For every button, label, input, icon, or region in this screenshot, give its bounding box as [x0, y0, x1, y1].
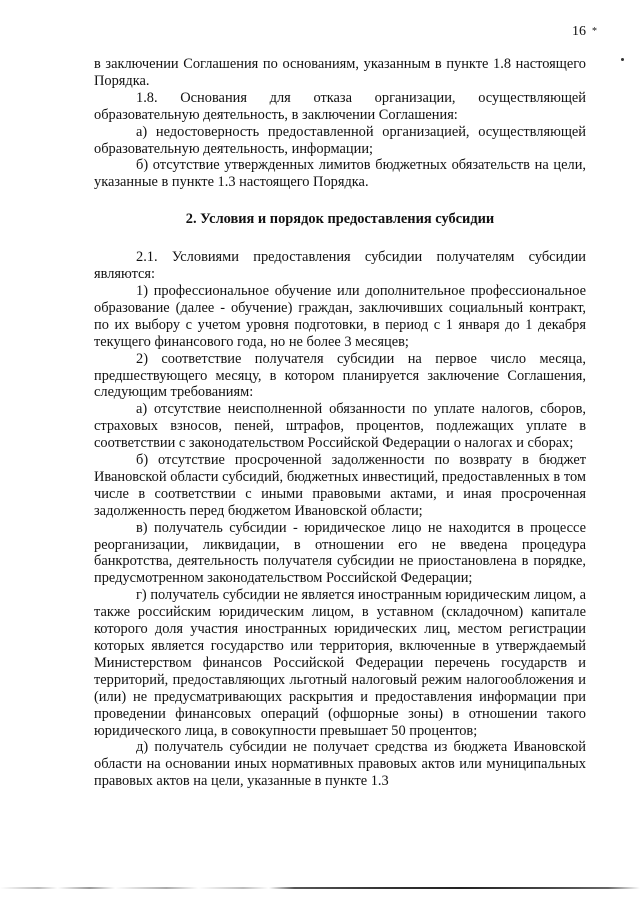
paragraph-2-1: 2.1. Условиями предоставления субсидии получателям субсидии являются: — [94, 249, 586, 283]
paragraph-item-2-a: а) отсутствие неисполненной обязанности по уплате налогов, сборов, страховых взносов, пеней, штрафов, процентов, подлежащих уплате в соответствии с законодательством Российской Федерации о налогах и сборах; — [94, 401, 586, 452]
paragraph-item-2: 2) соответствие получателя субсидии на первое число месяца, предшествующего месяцу, в котором планируется заключение Соглашения, следующим требованиям: — [94, 350, 586, 401]
paragraph-1-8-a: а) недостоверность предоставленной организацией, осуществляющей образовательную деятельность, информации; — [94, 123, 586, 157]
paragraph-item-2-g: г) получатель субсидии не является иностранным юридическим лицом, а также российским юридическим лицом, в уставном (складочном) капитале которого доля участия иностранных юридических лиц, местом регистрации которых является государство или территория, включенные в утверждаемый Министерством финансов Российской Федерации перечень государств и территорий, предоставляющих льготный налоговый режим налогообложения и (или) не предусматривающих раскрытия и предоставления информации при проведении финансовых операций (офшорные зоны) в отношении такого юридического лица, в совокупности превышает 50 процентов; — [94, 587, 586, 739]
paragraph-continuation: в заключении Соглашения по основаниям, указанным в пункте 1.8 настоящего Порядка. — [94, 56, 586, 89]
paragraph-item-1: 1) профессиональное обучение или дополнительное профессиональное образование (далее - обучение) граждан, заключивших социальный контракт, по их выбору с учетом уровня подготовки, в период с 1 января до 1 декабря текущего финансового года, но не более 3 месяцев; — [94, 282, 586, 350]
margin-dot — [621, 58, 624, 61]
section-heading: 2. Условия и порядок предоставления субсидии — [185, 211, 495, 228]
page-number: 16 — [572, 24, 586, 39]
scan-artifact-line — [0, 887, 640, 889]
paragraph-item-2-v: в) получатель субсидии - юридическое лицо не находится в процессе реорганизации, ликвидации, в отношении его не введена процедура банкротства, деятельность получателя субсидии не приостановлена в порядке, предусмотренном законодательством Российской Федерации; — [94, 519, 586, 587]
paragraph-1-8: 1.8. Основания для отказа организации, осуществляющей образовательную деятельность, в заключении Соглашения: — [94, 89, 586, 123]
paragraph-1-8-b: б) отсутствие утвержденных лимитов бюджетных обязательств на цели, указанные в пункте 1.3 настоящего Порядка. — [94, 157, 586, 191]
page-mark: * — [592, 26, 597, 37]
paragraph-item-2-d: д) получатель субсидии не получает средства из бюджета Ивановской области на основании иных нормативных правовых актов или муниципальных правовых актов на цели, указанные в пункте 1.3 — [94, 739, 586, 790]
paragraph-item-2-b: б) отсутствие просроченной задолженности по возврату в бюджет Ивановской области субсидий, бюджетных инвестиций, предоставленных в том числе в соответствии с иными правовыми актами, и иная просроченная задолженность перед бюджетом Ивановской области; — [94, 452, 586, 519]
document-body — [94, 56, 586, 790]
